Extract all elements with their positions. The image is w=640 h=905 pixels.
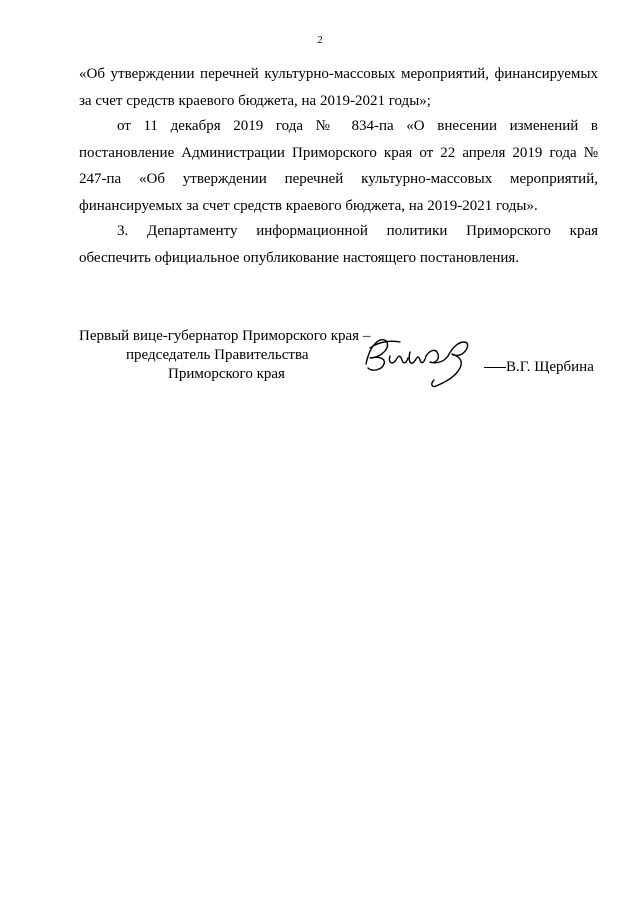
signatory-title-line-3: Приморского края: [168, 366, 285, 382]
signer-name: [484, 358, 594, 377]
page-number: 2: [317, 34, 323, 46]
paragraph-continuation: «Об утверждении перечней культурно-массовых мероприятий, финансируемых за счет средств краевого бюджета, на 2019-2021 годы»;: [79, 66, 598, 109]
paragraph-amendment: от 11 декабря 2019 года № 834-па «О внесении изменений в постановление Администрации Приморского края от 22 апреля 2019 года № 247-па «Об утверждении перечней культурно-массовых мероприятий, финансируемых за счет средств краевого бюджета, на 2019-2021 годы».: [79, 118, 598, 214]
handwritten-signature-icon: [360, 330, 490, 392]
signatory-title-line-2: председатель Правительства: [126, 347, 309, 363]
signatory-title: [79, 327, 379, 384]
signatory-title-line-1: Первый вице-губернатор Приморского края –: [79, 328, 371, 344]
signature-dash: [484, 367, 506, 368]
signer-name-text: В.Г. Щербина: [506, 359, 594, 375]
paragraph-item-3: 3. Департаменту информационной политики Приморского края обеспечить официальное опубликование настоящего постановления.: [79, 223, 598, 266]
